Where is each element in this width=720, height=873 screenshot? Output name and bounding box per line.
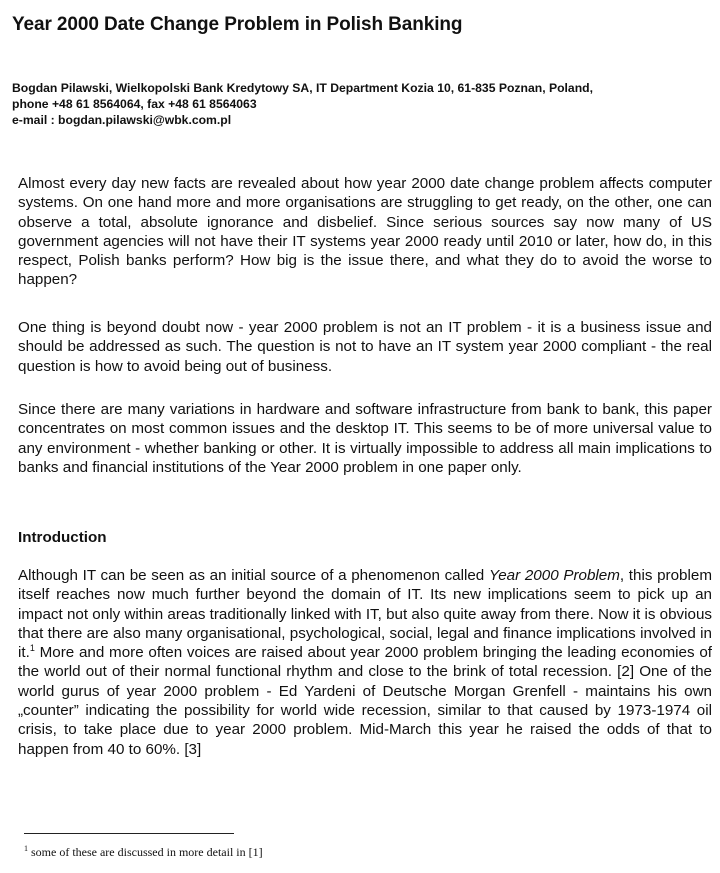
author-affiliation: Wielkopolski Bank Kredytowy SA, IT Department Kozia 10, 61-835 Poznan, Poland, (112, 81, 593, 95)
abstract-paragraph-3: Since there are many variations in hardware and software infrastructure from bank to bank, this paper concentrates on most common issues and the desktop IT. This seems to be of more universal value to any environment - whether banking or other. It is virtually impossible to address all main implications to banks and financial institutions of the Year 2000 problem in one paper only. (18, 401, 712, 476)
intro-italic-term: Year 2000 Problem (488, 567, 620, 584)
author-block (12, 80, 712, 128)
footnote-text: some of these are discussed in more detail in [1] (31, 845, 263, 859)
intro-text-a: Although IT can be seen as an initial source of a phenomenon called (18, 567, 489, 584)
intro-text-c: More and more often voices are raised about year 2000 problem bringing the leading economies of the world out of their normal functional rhythm and close to the brink of total recession. [2] One of the world gurus of year 2000 problem - Ed Yardeni of Deutsche Morgan Grenfell - maintains his own „counter” indicating the possibility for world wide recession, similar to that caused by 1973-1974 oil crisis, to take place due to year 2000 problem. Mid-March this year he raised the odds of that to happen from 40 to 60%. [3] (18, 644, 712, 758)
abstract-paragraph-2: One thing is beyond doubt now - year 2000 problem is not an IT problem - it is a business issue and should be addressed as such. The question is not to have an IT system year 2000 compliant - the real question is how to avoid being out of business. (18, 319, 712, 375)
author-phone-fax: phone +48 61 8564064, fax +48 61 8564063 (12, 97, 257, 111)
footnote-divider (24, 833, 234, 834)
intro-text-b: , this problem itself reaches now much further beyond the domain of IT. Its new implications seem to pick up an impact not only within areas traditionally linked with IT, but also quite away from there. Now it is obvious that there are also many organisational, psychological, social, legal and finance implications involved in it. (18, 567, 712, 662)
author-email: e-mail : bogdan.pilawski@wbk.com.pl (12, 113, 232, 127)
footnote (24, 845, 263, 860)
footnote-reference: 1 (29, 643, 35, 654)
paper-title: Year 2000 Date Change Problem in Polish Banking (12, 14, 463, 35)
introduction-paragraph (18, 566, 712, 759)
author-line (12, 80, 712, 96)
section-heading-introduction: Introduction (18, 529, 107, 546)
author-name: Bogdan Pilawski, (12, 81, 113, 95)
footnote-mark: 1 (24, 844, 28, 853)
abstract-paragraph-1: Almost every day new facts are revealed about how year 2000 date change problem affects computer systems. On one hand more and more organisations are struggling to get ready, on the other, one can observe a total, absolute ignorance and disbelief. Since serious sources say now many of US government agencies will not have their IT systems year 2000 ready until 2010 or later, how do, in this respect, Polish banks perform? How big is the issue there, and what they do to avoid the worse to happen? (18, 175, 712, 289)
